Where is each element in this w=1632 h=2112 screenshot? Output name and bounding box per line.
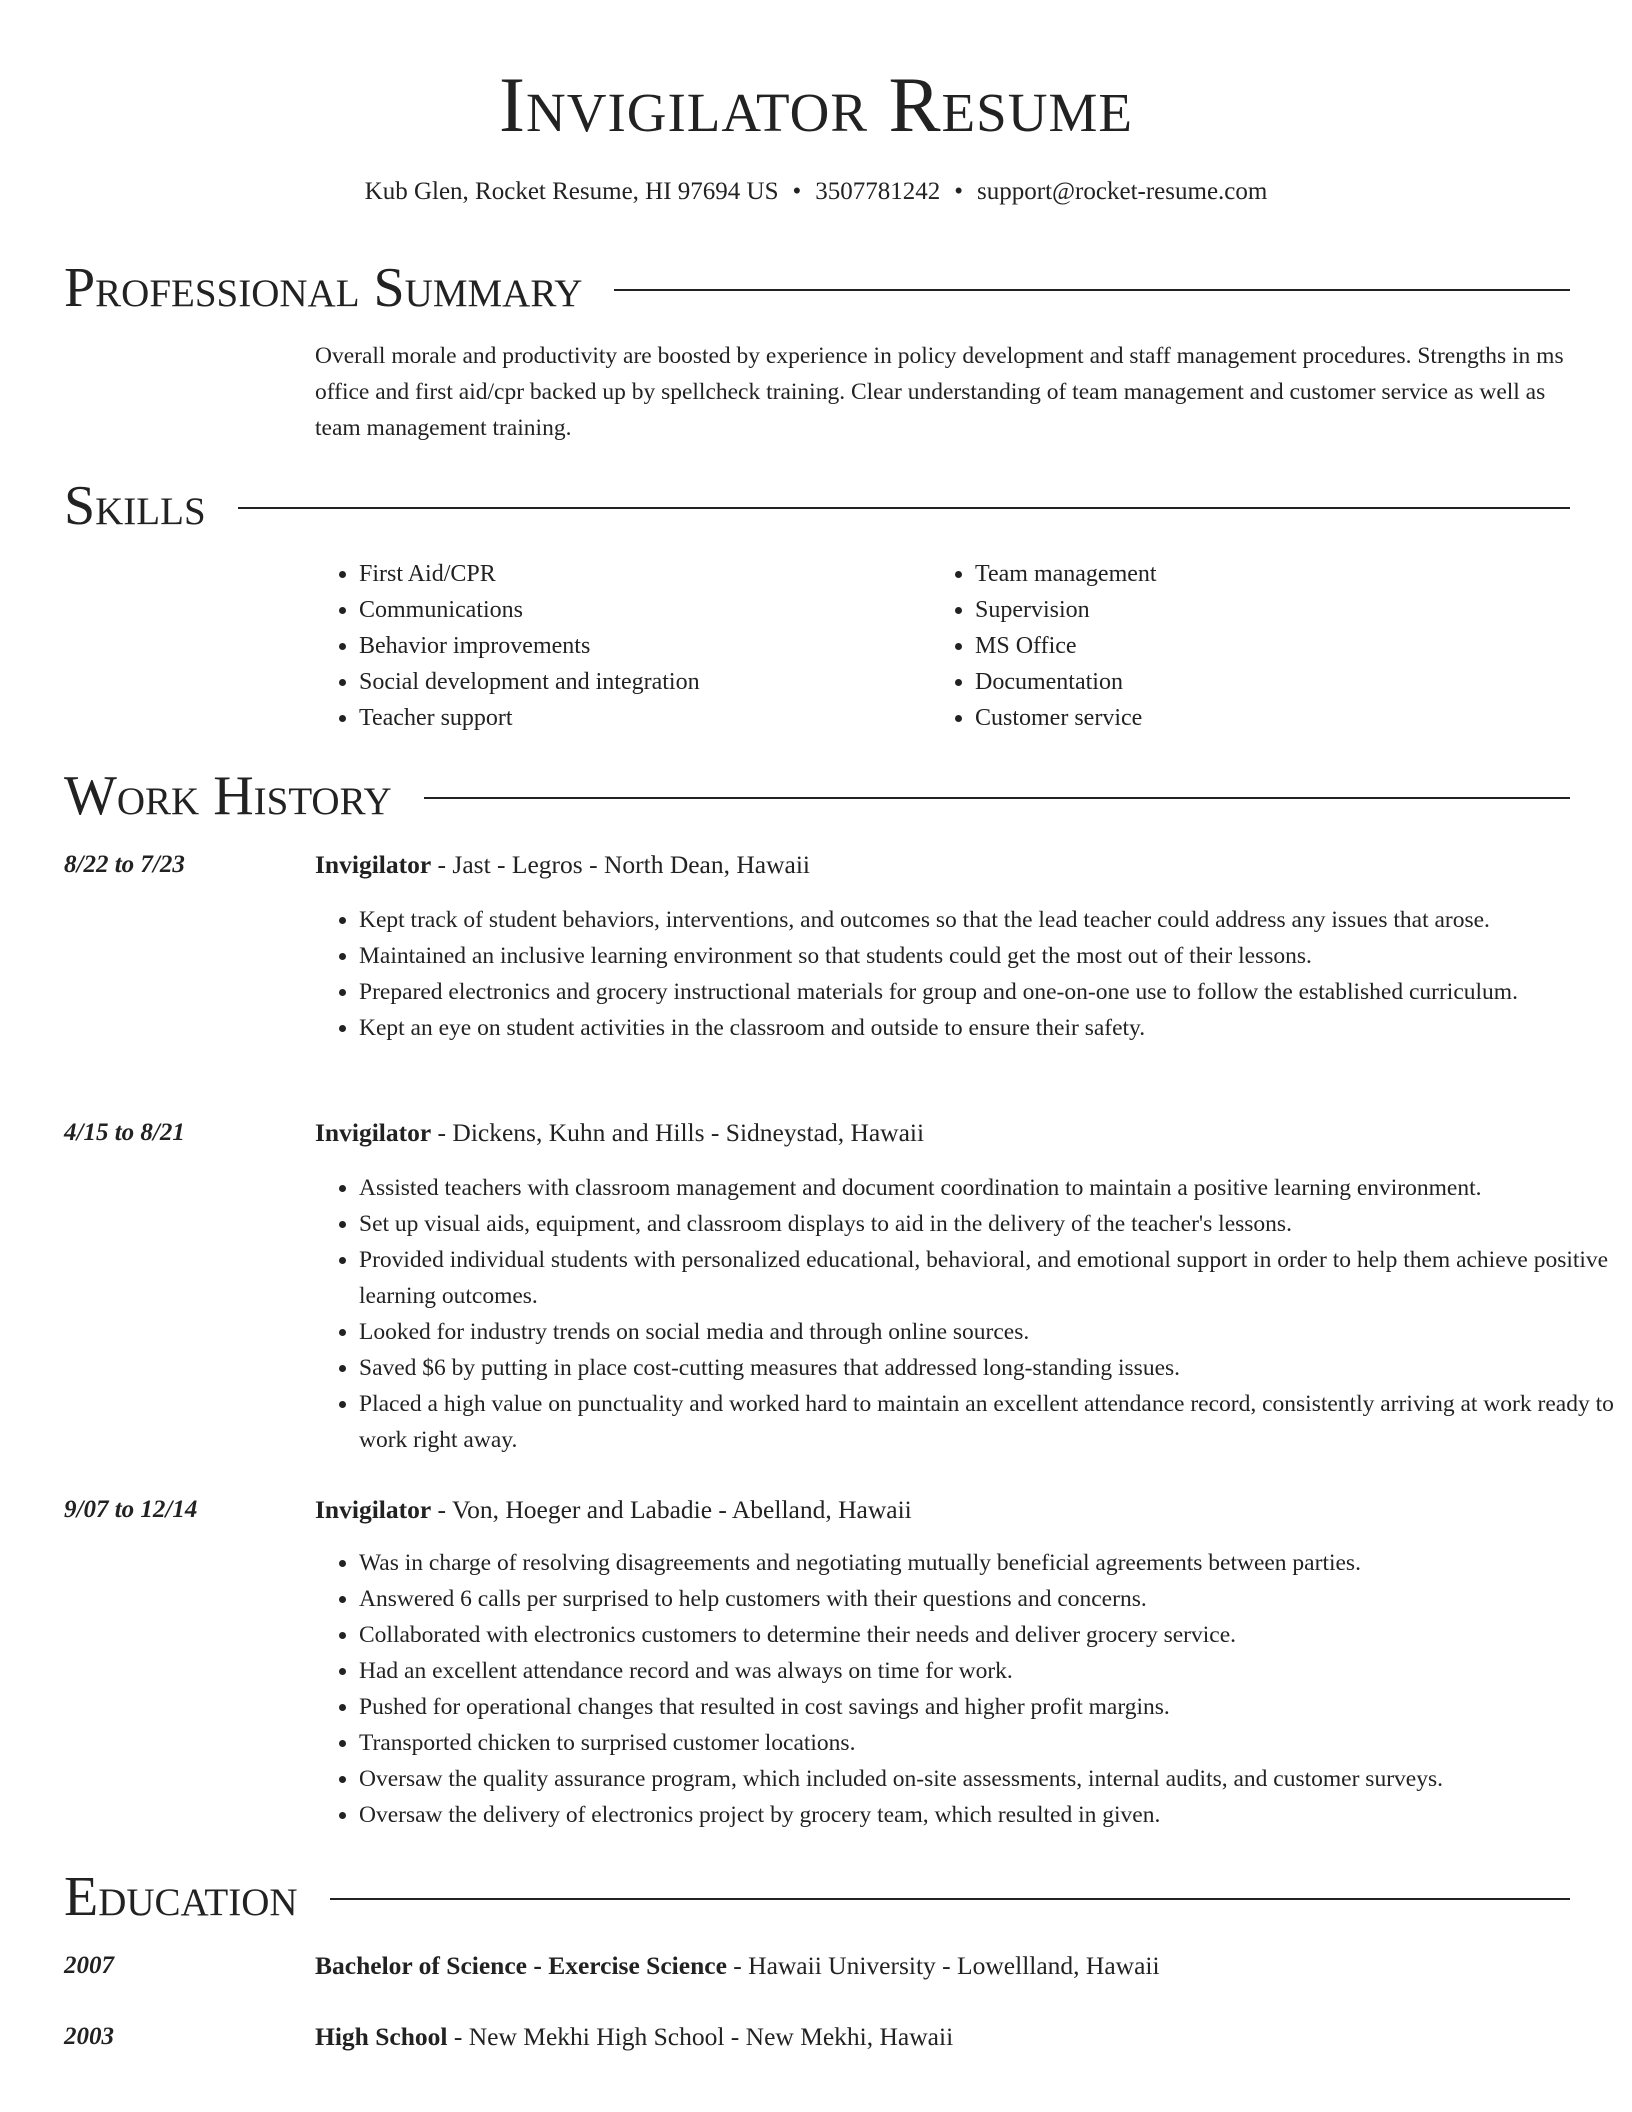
section-title-work: Work History [64, 765, 392, 827]
education-degree: Bachelor of Science - Exercise Science [315, 1951, 727, 1980]
skill-item: • Behavior improvements [359, 628, 959, 664]
job-role: Invigilator [315, 850, 432, 879]
section-title-education: Education [64, 1866, 298, 1928]
job-bullet: • Assisted teachers with classroom management and document coordination to maintain a positive learning environment. [359, 1170, 1624, 1206]
job-bullet: • Oversaw the quality assurance program, which included on-site assessments, internal audits, and customer surveys. [359, 1761, 1624, 1797]
job-bullet: • Kept an eye on student activities in the classroom and outside to ensure their safety. [359, 1010, 1624, 1046]
contact-separator: • [954, 178, 964, 205]
job-dates: 8/22 to 7/23 [64, 851, 185, 878]
education-school: - Hawaii University - Lowellland, Hawaii [726, 1951, 1160, 1980]
skill-item: • Customer service [975, 700, 1575, 736]
skill-item: • First Aid/CPR [359, 556, 959, 592]
skill-item: • Team management [975, 556, 1575, 592]
job-title-line [315, 848, 810, 882]
job-bullets [315, 1170, 1624, 1458]
job-bullet: • Pushed for operational changes that resulted in cost savings and higher profit margins. [359, 1689, 1624, 1725]
job-bullet: • Saved $6 by putting in place cost-cutting measures that addressed long-standing issues. [359, 1350, 1624, 1386]
skills-list-right [931, 556, 1575, 736]
education-section-header [64, 1862, 1570, 1932]
job-bullet: • Oversaw the delivery of electronics project by grocery team, which resulted in given. [359, 1797, 1624, 1833]
job-bullet: • Answered 6 calls per surprised to help customers with their questions and concerns. [359, 1581, 1624, 1617]
job-bullets [315, 1545, 1624, 1833]
section-divider [424, 797, 1570, 799]
job-title-line [315, 1116, 924, 1150]
skill-item: • MS Office [975, 628, 1575, 664]
contact-email[interactable]: support@rocket-resume.com [977, 178, 1268, 205]
job-bullet: • Placed a high value on punctuality and worked hard to maintain an excellent attendance record, consistently arriving at work ready to work right away. [359, 1386, 1624, 1458]
education-year: 2007 [64, 1952, 114, 1979]
job-employer: - Von, Hoeger and Labadie - Abelland, Hawaii [431, 1495, 912, 1524]
work-section-header [64, 761, 1570, 831]
resume-title: Invigilator Resume [499, 61, 1133, 148]
job-bullet: • Prepared electronics and grocery instructional materials for group and one-on-one use to follow the established curriculum. [359, 974, 1624, 1010]
contact-phone: 3507781242 [815, 178, 941, 205]
job-bullet: • Kept track of student behaviors, interventions, and outcomes so that the lead teacher could address any issues that arose. [359, 902, 1624, 938]
skills-list-left [315, 556, 959, 736]
skill-item: • Teacher support [359, 700, 959, 736]
summary-section-header [64, 253, 1570, 323]
job-title-line [315, 1493, 912, 1527]
education-title-line [315, 2020, 953, 2054]
job-bullet: • Maintained an inclusive learning environment so that students could get the most out of their lessons. [359, 938, 1624, 974]
skill-item: • Documentation [975, 664, 1575, 700]
job-bullets [315, 902, 1624, 1046]
skill-item: • Social development and integration [359, 664, 959, 700]
job-dates: 4/15 to 8/21 [64, 1119, 185, 1146]
job-role: Invigilator [315, 1118, 432, 1147]
contact-address: Kub Glen, Rocket Resume, HI 97694 US [364, 178, 779, 205]
education-year: 2003 [64, 2023, 114, 2050]
section-divider [614, 289, 1570, 291]
job-bullet: • Collaborated with electronics customers to determine their needs and deliver grocery service. [359, 1617, 1624, 1653]
skill-item: • Supervision [975, 592, 1575, 628]
job-employer: - Jast - Legros - North Dean, Hawaii [431, 850, 811, 879]
job-bullet: • Set up visual aids, equipment, and classroom displays to aid in the delivery of the teacher's lessons. [359, 1206, 1624, 1242]
job-bullet: • Looked for industry trends on social media and through online sources. [359, 1314, 1624, 1350]
section-divider [330, 1898, 1570, 1900]
job-bullet: • Transported chicken to surprised customer locations. [359, 1725, 1624, 1761]
job-bullet: • Provided individual students with personalized educational, behavioral, and emotional support in order to help them achieve positive learning outcomes. [359, 1242, 1624, 1314]
contact-line [0, 176, 1632, 208]
job-role: Invigilator [315, 1495, 432, 1524]
skill-item: • Communications [359, 592, 959, 628]
education-degree: High School [315, 2022, 448, 2051]
section-title-summary: Professional Summary [64, 257, 583, 319]
section-title-skills: Skills [64, 475, 206, 537]
contact-separator: • [792, 178, 802, 205]
job-dates: 9/07 to 12/14 [64, 1496, 198, 1523]
education-school: - New Mekhi High School - New Mekhi, Hawaii [447, 2022, 954, 2051]
job-bullet: • Was in charge of resolving disagreements and negotiating mutually beneficial agreements between parties. [359, 1545, 1624, 1581]
skills-section-header [64, 471, 1570, 541]
education-title-line [315, 1949, 1160, 1983]
section-divider [238, 507, 1570, 509]
summary-text: Overall morale and productivity are boosted by experience in policy development and staff management procedures. Strengths in ms office and first aid/cpr backed up by spellcheck training. Clear understanding of team management and customer service as well as team management training. [315, 343, 1564, 441]
job-bullet: • Had an excellent attendance record and was always on time for work. [359, 1653, 1624, 1689]
job-employer: - Dickens, Kuhn and Hills - Sidneystad, Hawaii [431, 1118, 925, 1147]
